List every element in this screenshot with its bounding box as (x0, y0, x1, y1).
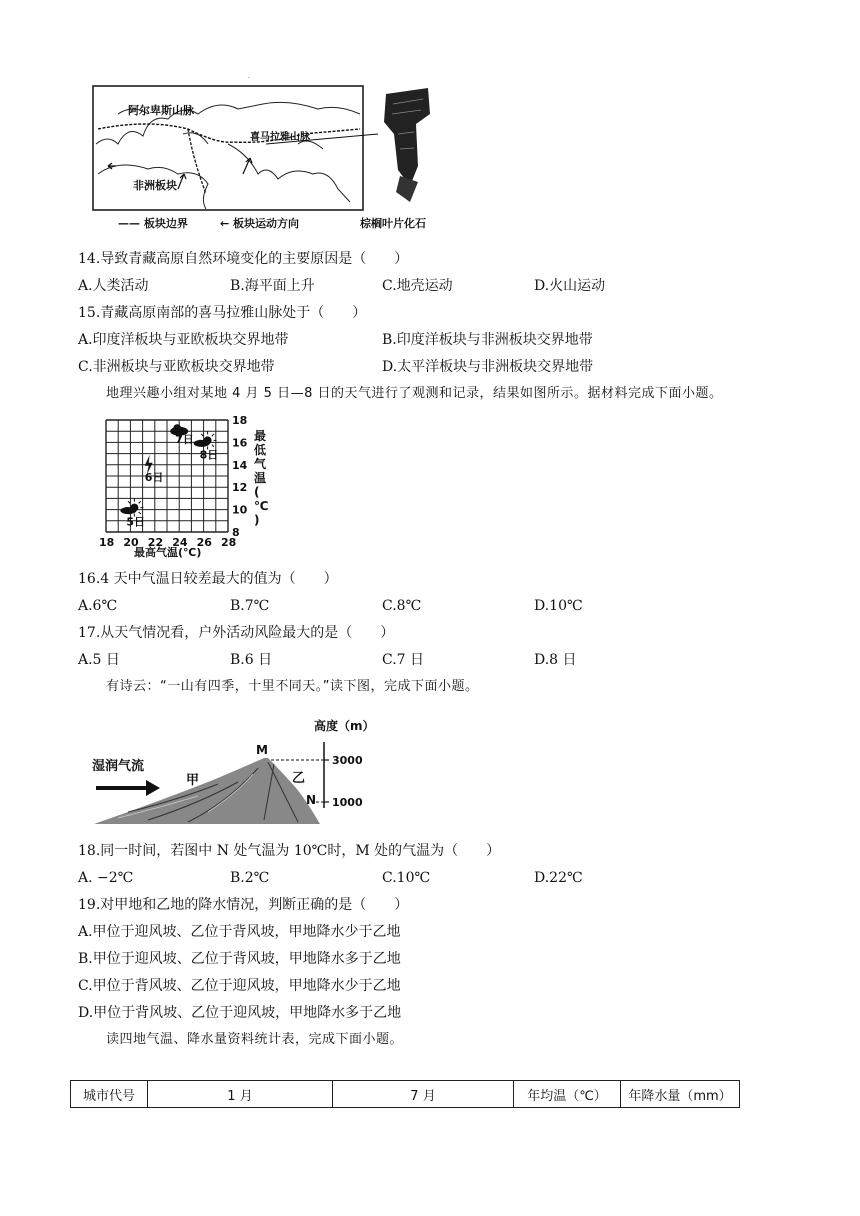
legend-motion: ← 板块运动方向 (220, 217, 300, 230)
height-axis-title: 高度（m） (314, 719, 375, 733)
height-1000: 1000 (332, 796, 363, 809)
chart-point-label: 7日 (175, 433, 194, 447)
chart-y-tick-label: 18 (232, 414, 248, 427)
q18-option-c[interactable]: C.10℃ (382, 870, 431, 886)
sun-cloud-icon (194, 431, 217, 449)
height-3000: 3000 (332, 754, 363, 767)
legend-boundary: —— 板块边界 (118, 217, 188, 230)
intro-weather: 地理兴趣小组对某地 4 月 5 日—8 日的天气进行了观测和记录，结果如图所示。据材料完成下面小题。 (106, 386, 723, 401)
label-m: M (256, 743, 268, 757)
q17-option-c[interactable]: C.7 日 (382, 652, 425, 668)
chart-y-tick-label: 14 (232, 458, 248, 472)
plate-map-figure (88, 74, 448, 234)
svg-text:·: · (248, 75, 250, 82)
q16-option-d[interactable]: D.10℃ (534, 598, 583, 614)
label-himalaya: 喜马拉雅山脉 (250, 132, 310, 143)
chart-x-tick-label: 28 (221, 536, 237, 549)
chart-y-axis-label-char: 最 (254, 429, 267, 443)
mountain-figure (88, 712, 388, 828)
question-16-stem: 16.4 天中气温日较差最大的值为（ ） (78, 571, 338, 587)
airflow-arrow-icon (96, 780, 160, 796)
intro-table: 读四地气温、降水量资料统计表，完成下面小题。 (106, 1032, 404, 1047)
label-yi: 乙 (292, 771, 306, 786)
table-header-row (71, 1081, 740, 1108)
q19-option-a[interactable]: A.甲位于迎风坡、乙位于背风坡，甲地降水少于乙地 (78, 924, 401, 940)
sun-cloud-icon (120, 499, 143, 517)
chart-y-axis-label-char: 温 (254, 471, 267, 485)
intro-poem: 有诗云：“一山有四季，十里不同天。”读下图，完成下面小题。 (106, 679, 479, 694)
q18-option-b[interactable]: B.2℃ (230, 870, 270, 886)
q16-option-a[interactable]: A.6℃ (78, 598, 118, 614)
climate-table (70, 1080, 740, 1108)
table-header-avg-temp: 年均温（℃） (514, 1081, 621, 1108)
table-header-city: 城市代号 (71, 1081, 148, 1108)
chart-y-tick-label: 8 (232, 526, 240, 539)
question-17-stem: 17.从天气情况看，户外活动风险最大的是（ ） (78, 625, 395, 641)
label-n: N (306, 793, 317, 807)
chart-point-label: 5日 (126, 515, 146, 529)
table-header-jan: 1 月 (148, 1081, 333, 1108)
table-header-jul: 7 月 (333, 1081, 514, 1108)
chart-y-tick-label: 10 (232, 503, 248, 517)
q19-option-d[interactable]: D.甲位于背风坡、乙位于迎风坡，甲地降水多于乙地 (78, 1005, 402, 1021)
chart-y-axis-label-char: 气 (254, 457, 267, 471)
chart-point-label: 6日 (144, 470, 164, 484)
question-19-stem: 19.对甲地和乙地的降水情况，判断正确的是（ ） (78, 897, 409, 913)
question-18-stem: 18.同一时间，若图中 N 处气温为 10℃时，M 处的气温为（ ） (78, 843, 501, 859)
chart-x-tick-label: 22 (147, 536, 164, 549)
table-header-precip: 年降水量（mm） (621, 1081, 740, 1108)
chart-y-axis-label-char: ) (254, 513, 260, 527)
chart-x-tick-label: 20 (123, 536, 139, 549)
q18-option-d[interactable]: D.22℃ (534, 870, 583, 886)
q19-option-b[interactable]: B.甲位于迎风坡、乙位于背风坡，甲地降水多于乙地 (78, 951, 401, 967)
q14-option-b[interactable]: B.海平面上升 (230, 278, 315, 294)
label-jia: 甲 (186, 773, 200, 788)
label-airflow: 湿润气流 (92, 759, 145, 774)
legend-fossil: 棕榈叶片化石 (360, 217, 426, 230)
q16-option-b[interactable]: B.7℃ (230, 598, 270, 614)
chart-y-axis-label (254, 428, 269, 527)
label-africa-plate: 非洲板块 (133, 179, 177, 192)
question-14-stem: 14.导致青藏高原自然环境变化的主要原因是（ ） (78, 251, 409, 267)
question-15-stem: 15.青藏高原南部的喜马拉雅山脉处于（ ） (78, 305, 367, 321)
q15-option-c[interactable]: C.非洲板块与亚欧板块交界地带 (78, 359, 275, 375)
chart-y-tick-label: 12 (232, 481, 248, 495)
q14-option-d[interactable]: D.火山运动 (534, 278, 606, 294)
chart-x-tick-label: 26 (196, 536, 212, 549)
q15-option-d[interactable]: D.太平洋板块与非洲板块交界地带 (382, 359, 594, 375)
weather-chart (90, 414, 270, 560)
q17-option-a[interactable]: A.5 日 (78, 652, 120, 668)
q17-option-d[interactable]: D.8 日 (534, 652, 577, 668)
chart-x-tick-label: 24 (172, 536, 188, 549)
chart-point-label: 8日 (199, 448, 219, 462)
q19-option-c[interactable]: C.甲位于背风坡、乙位于迎风坡，甲地降水少于乙地 (78, 978, 401, 994)
q15-option-a[interactable]: A.印度洋板块与亚欧板块交界地带 (78, 332, 289, 348)
chart-y-axis-label-char: 低 (254, 443, 267, 457)
q16-option-c[interactable]: C.8℃ (382, 598, 422, 614)
label-alps: 阿尔卑斯山脉 (128, 104, 194, 117)
chart-y-tick-label: 16 (232, 436, 248, 450)
q14-option-c[interactable]: C.地壳运动 (382, 278, 453, 294)
chart-y-axis-label-char: ( (254, 485, 260, 499)
palm-leaf-fossil-image (384, 88, 430, 202)
chart-x-tick-label: 18 (99, 536, 115, 549)
chart-x-axis-label: 最高气温(℃) (134, 546, 202, 559)
q18-option-a[interactable]: A. −2℃ (78, 870, 134, 886)
q14-option-a[interactable]: A.人类活动 (78, 278, 149, 294)
q17-option-b[interactable]: B.6 日 (230, 652, 273, 668)
q15-option-b[interactable]: B.印度洋板块与非洲板块交界地带 (382, 332, 593, 348)
chart-y-axis-label-char: ℃ (254, 499, 269, 513)
